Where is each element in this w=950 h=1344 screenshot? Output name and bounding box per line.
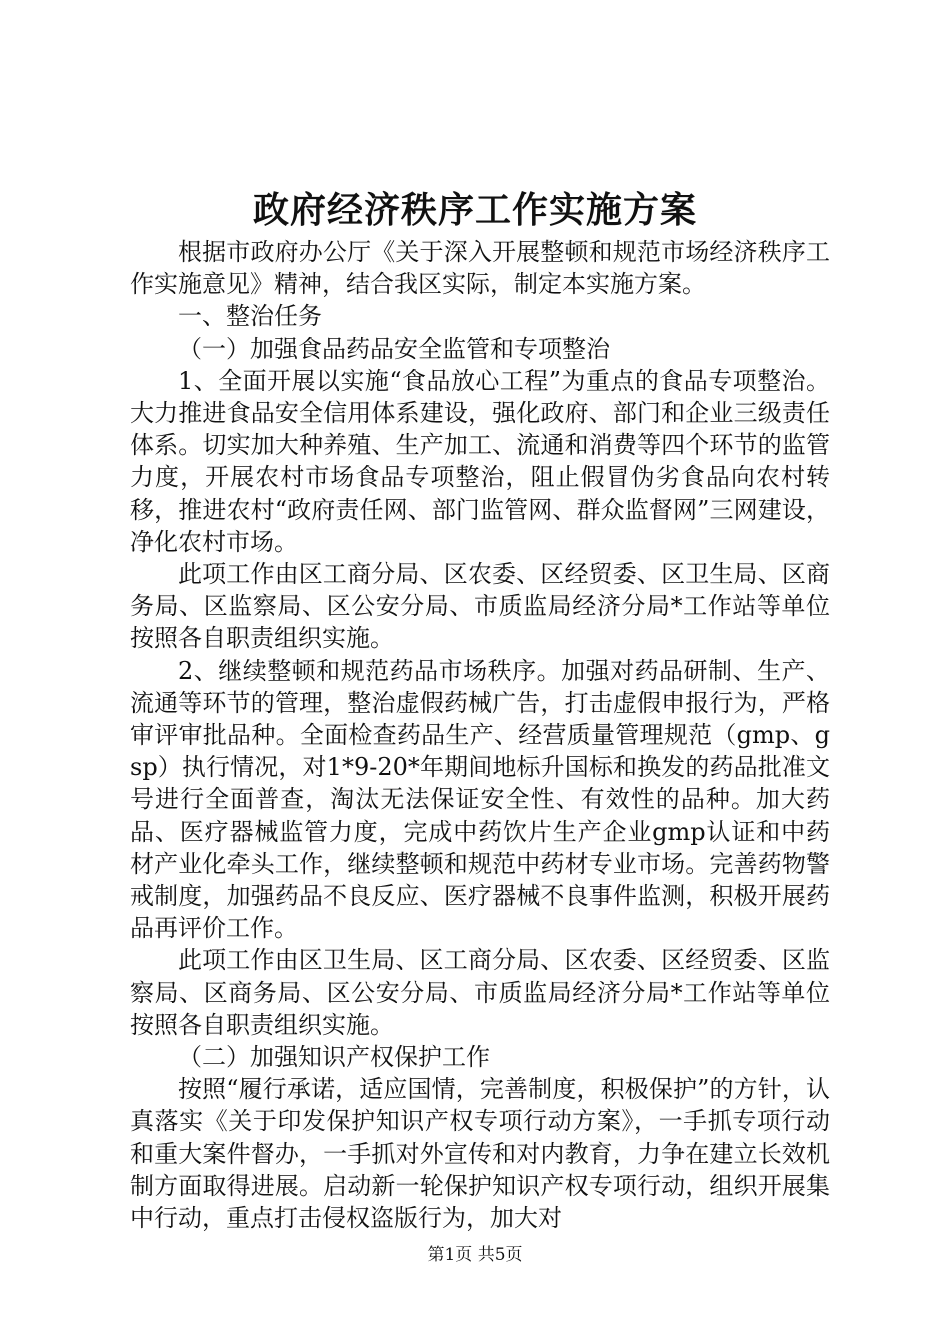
document-body [130, 236, 830, 1234]
subsection-heading-ip: （二）加强知识产权保护工作 [178, 1043, 490, 1072]
paragraph-intro: 根据市政府办公厅《关于深入开展整顿和规范市场经济秩序工作实施意见》精神，结合我区实际，制定本实施方案。 [130, 238, 830, 299]
paragraph-drug-responsibility: 此项工作由区卫生局、区工商分局、区农委、区经贸委、区监察局、区商务局、区公安分局、市质监局经济分局*工作站等单位按照各自职责组织实施。 [130, 946, 830, 1039]
page-footer: 第1页 共5页 [427, 1245, 523, 1265]
paragraph-food-safety: 1、全面开展以实施“食品放心工程”为重点的食品专项整治。大力推进食品安全信用体系建设，强化政府、部门和企业三级责任体系。切实加大种养殖、生产加工、流通和消费等四个环节的监管力度，开展农村市场食品专项整治，阻止假冒伪劣食品向农村转移，推进农村“政府责任网、部门监管网、群众监督网”三网建设，净化农村市场。 [130, 366, 830, 556]
section-heading-tasks: 一、整治任务 [178, 302, 322, 331]
paragraph-ip-protection: 按照“履行承诺，适应国情，完善制度，积极保护”的方针，认真落实《关于印发保护知识产权专项行动方案》，一手抓专项行动和重大案件督办，一手抓对外宣传和对内教育，力争在建立长效机制方面取得进展。启动新一轮保护知识产权专项行动，组织开展集中行动，重点打击侵权盗版行为，加大对 [130, 1075, 830, 1233]
subsection-heading-food-drug: （一）加强食品药品安全监管和专项整治 [178, 334, 610, 363]
paragraph-drug-market: 2、继续整顿和规范药品市场秩序。加强对药品研制、生产、流通等环节的管理，整治虚假药械广告，打击虚假申报行为，严格审评审批品种。全面检查药品生产、经营质量管理规范（gmp、gsp）执行情况，对1*9-20*年期间地标升国标和换发的药品批准文号进行全面普查，淘汰无法保证安全性、有效性的品种。加大药品、医疗器械监管力度，完成中药饮片生产企业gmp认证和中药材产业化牵头工作，继续整顿和规范中药材专业市场。完善药物警戒制度，加强药品不良反应、医疗器械不良事件监测，积极开展药品再评价工作。 [130, 656, 830, 943]
paragraph-food-responsibility: 此项工作由区工商分局、区农委、区经贸委、区卫生局、区商务局、区监察局、区公安分局、市质监局经济分局*工作站等单位按照各自职责组织实施。 [130, 560, 830, 653]
document-title: 政府经济秩序工作实施方案 [252, 189, 697, 231]
